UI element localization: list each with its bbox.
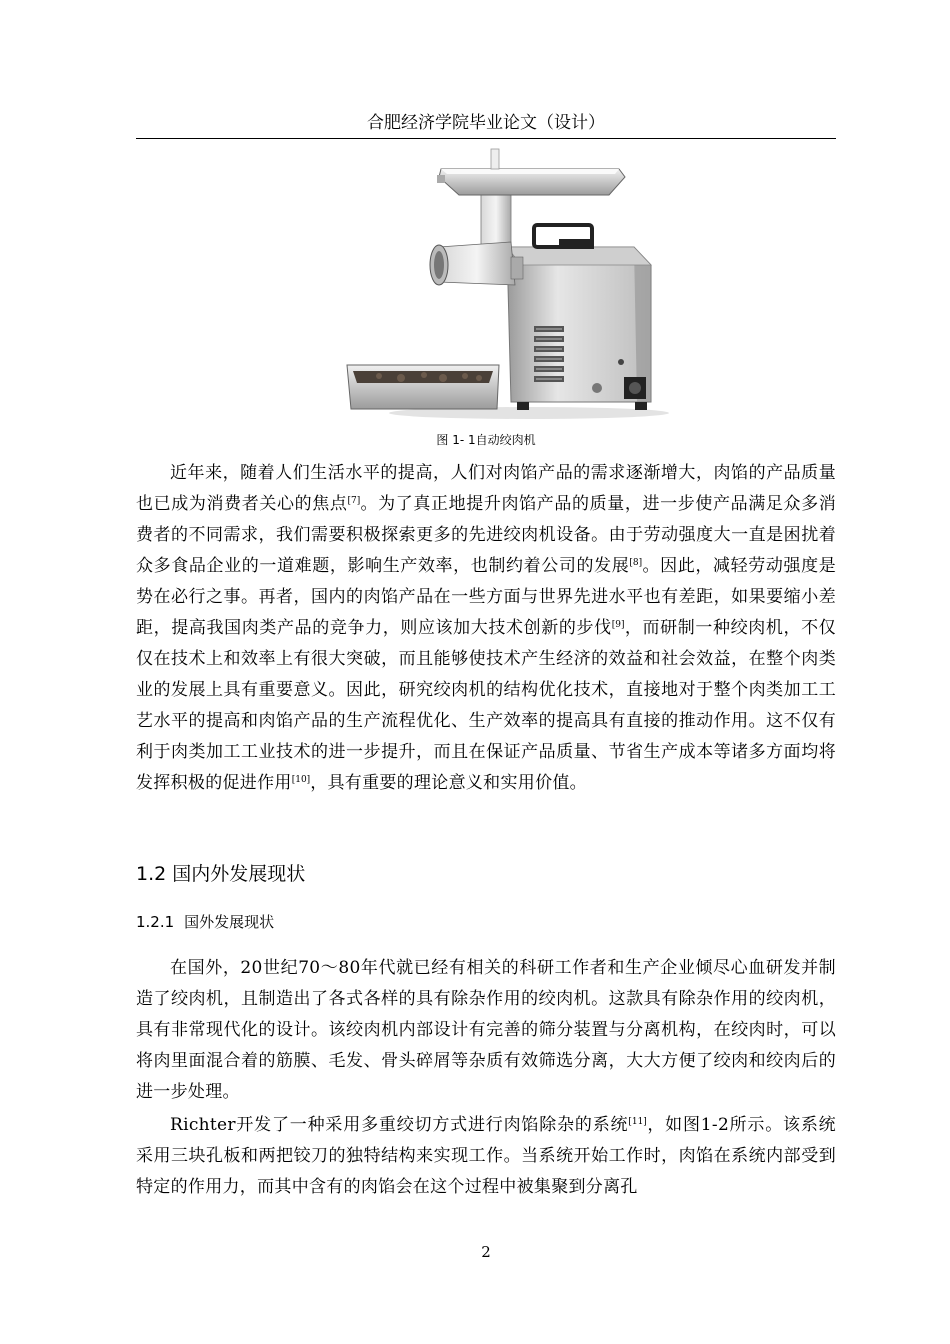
p1-text-4: ，而研制一种绞肉机，不仅仅在技术上和效率上有很大突破，而且能够使技术产生经济的效益和社会效益，在整个肉类业的发展上具有重要意义。因此，研究绞肉机的结构优化技术，直接地对于整个肉类加工工艺水平的提高和肉馅产品的生产流程优化、生产效率的提高具有直接的推动作用。这不仅有利于肉类加工工业技术的进一步提升，而且在保证产品质量、节省生产成本等诸多方面均将发挥积极的促进作用 [136,618,836,793]
p1-text-3: 。因此，减轻劳动强度是势在必行之事。再者，国内的肉馅产品在一些方面与世界先进水平也有差距，如果要缩小差距，提高我国肉类产品的竞争力，则应该加大技术创新的步伐 [136,556,836,638]
p1-text-5: ，具有重要的理论意义和实用价值。 [310,773,587,793]
paragraph-intro [136,458,836,799]
page-header [136,112,836,139]
citation-7: [7] [347,496,361,506]
p3-text-1: Richter开发了一种采用多重绞切方式进行肉馅除杂的系统 [170,1115,629,1135]
meat-grinder-figure [339,147,672,422]
p1-text-1: 近年来，随着人们生活水平的提高，人们对肉馅产品的需求逐渐增大，肉馅的产品质量也已成为消费者关心的焦点 [136,463,836,514]
subsection-heading [136,910,274,934]
paragraph-foreign: 在国外，20世纪70～80年代就已经有相关的科研工作者和生产企业倾尽心血研发并制造了绞肉机，且制造出了各式各样的具有除杂作用的绞肉机。这款具有除杂作用的绞肉机，具有非常现代化的设计。该绞肉机内部设计有完善的筛分装置与分离机构，在绞肉时，可以将肉里面混合着的筋膜、毛发、骨头碎屑等杂质有效筛选分离，大大方便了绞肉和绞肉后的进一步处理。 [136,958,836,1102]
p3-text-2: ，如图1-2所示。该系统采用三块孔板和两把铰刀的独特结构来实现工作。当系统开始工作时，肉馅在系统内部受到特定的作用力，而其中含有的肉馅会在这个过程中被集聚到分离孔 [136,1115,836,1197]
figure-caption: 图 1- 1自动绞肉机 [436,433,536,447]
subsection-title: 国外发展现状 [184,913,275,931]
citation-10: [10] [291,775,311,785]
citation-11: [11] [628,1117,647,1127]
citation-9: [9] [611,620,625,630]
page-number: 2 [481,1243,491,1261]
header-title: 合肥经济学院毕业论文（设计） [367,113,605,133]
subsection-number: 1.2.1 [136,913,175,931]
p1-text-2: 。为了真正地提升肉馅产品的质量，进一步使产品满足众多消费者的不同需求，我们需要积极探索更多的先进绞肉机设备。由于劳动强度大一直是困扰着众多食品企业的一道难题，影响生产效率，也制约着公司的发展 [136,494,836,576]
section-heading: 1.2 国内外发展现状 [136,863,306,885]
citation-8: [8] [629,558,643,568]
paragraph-richter [136,1110,836,1203]
meat-grinder-illustration [339,147,672,422]
